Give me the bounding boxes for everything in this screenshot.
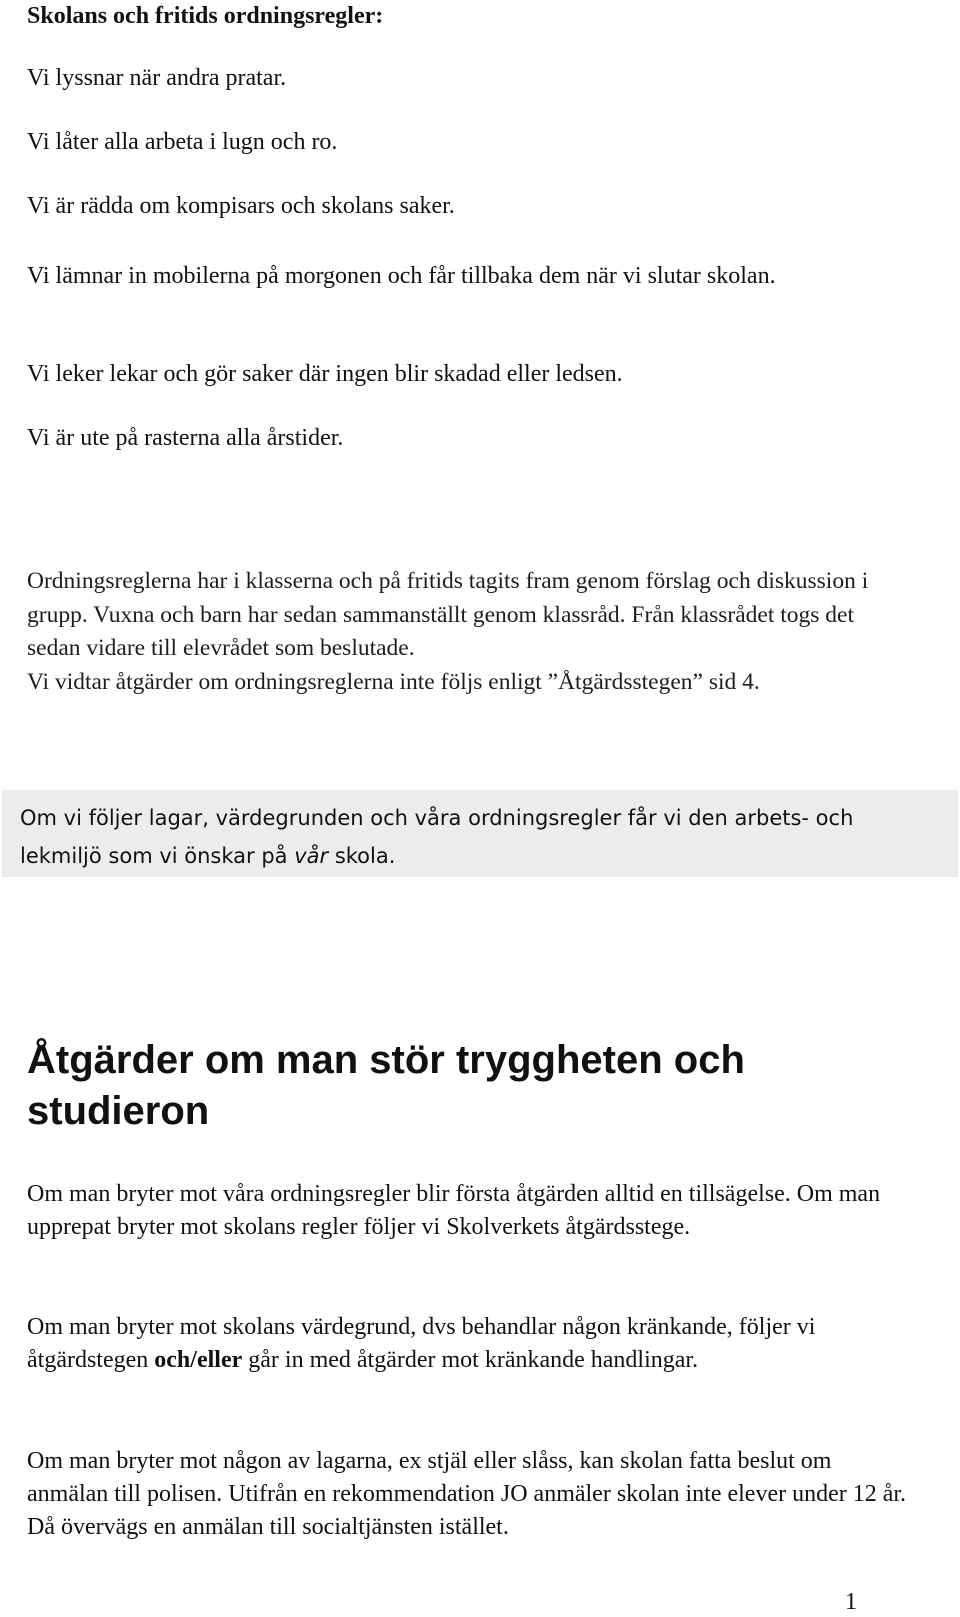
rule-item: Vi är ute på rasterna alla årstider. xyxy=(27,425,344,451)
rule-item: Vi är rädda om kompisars och skolans saker. xyxy=(27,193,455,219)
section-paragraph-start: Om man bryter mot skolans värdegrund, dvs behandlar någon kränkande, följer vi åtgärdstegen xyxy=(27,1314,816,1373)
rule-item: Vi låter alla arbeta i lugn och ro. xyxy=(27,129,338,155)
section-paragraph: Om man bryter mot någon av lagarna, ex stjäl eller slåss, kan skolan fatta beslut om anmälan till polisen. Utifrån en rekommendation JO anmäler skolan inte elever under 12 år. Då övervägs en anmälan till socialtjänsten istället. xyxy=(27,1448,907,1540)
section-paragraph-bold: och/eller xyxy=(154,1347,243,1373)
section-paragraph-end: går in med åtgärder mot kränkande handlingar. xyxy=(242,1347,699,1373)
info-section xyxy=(27,565,907,699)
section-paragraph xyxy=(27,1311,907,1377)
page-title: Skolans och fritids ordningsregler: xyxy=(27,3,384,29)
page-number: 1 xyxy=(845,1589,857,1615)
rule-item: Vi leker lekar och gör saker där ingen blir skadad eller ledsen. xyxy=(27,361,623,387)
info-paragraph: Vi vidtar åtgärder om ordningsreglerna inte följs enligt ”Åtgärdsstegen” sid 4. xyxy=(27,668,760,695)
highlight-text-end: skola. xyxy=(328,844,396,868)
info-paragraph: Ordningsreglerna har i klasserna och på fritids tagits fram genom förslag och diskussion i grupp. Vuxna och barn har sedan sammanställt genom klassråd. Från klassrådet togs det sedan vidare till elevrådet som beslutade. xyxy=(27,568,869,661)
rule-item: Vi lyssnar när andra pratar. xyxy=(27,65,287,91)
rule-item: Vi lämnar in mobilerna på morgonen och får tillbaka dem när vi slutar skolan. xyxy=(27,263,776,289)
highlight-emphasis: vår xyxy=(294,844,329,868)
highlight-box xyxy=(2,790,958,877)
section-heading: Åtgärder om man stör tryggheten och studieron xyxy=(27,1038,745,1133)
highlight-text-start: Om vi följer lagar, värdegrunden och våra ordningsregler får vi den arbets- och lekmiljö som vi önskar på xyxy=(20,806,854,868)
highlight-text xyxy=(20,799,920,875)
section-paragraph: Om man bryter mot våra ordningsregler blir första åtgärden alltid en tillsägelse. Om man upprepat bryter mot skolans regler följer vi Skolverkets åtgärdsstege. xyxy=(27,1181,881,1240)
